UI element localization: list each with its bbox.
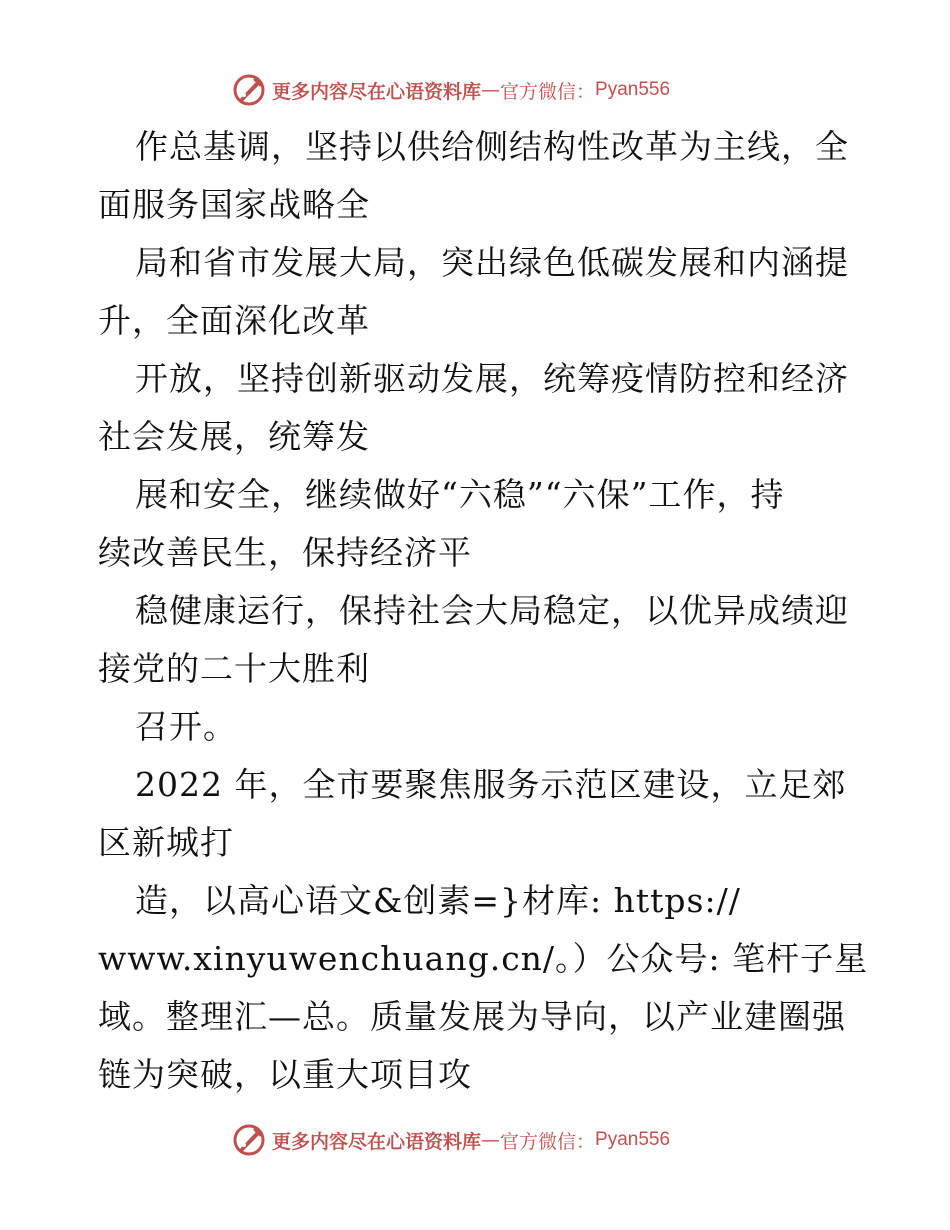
text-line: 升，全面深化改革 [98,301,370,340]
text-line: www.xinyuwenchuang.cn/。）公众号: 笔杆子星 [98,939,869,978]
quill-logo-icon [232,1123,266,1157]
footer-official-label: 官方微信： [500,1130,596,1153]
text-line: 面服务国家战略全 [98,185,370,224]
header-brand-text: 更多内容尽在心语资料库 [272,80,482,103]
footer-account-id: Pyan556 [595,1129,671,1150]
text-line: 社会发展，统筹发 [98,417,370,456]
text-line: 开放，坚持创新驱动发展，统筹疫情防控和经济 [135,359,849,398]
text-line: 链为突破，以重大项目攻 [98,1055,472,1094]
text-line: 展和安全，继续做好“六稳”“六保”工作，持 [135,475,785,514]
text-line: 续改善民生，保持经济平 [98,533,472,572]
footer-watermark-banner [232,1122,670,1158]
header-watermark-banner [232,72,670,108]
text-line: 2022 年，全市要聚焦服务示范区建设，立足郊 [135,765,847,804]
footer-separator: — [481,1129,501,1151]
header-official-label: 官方微信： [500,80,596,103]
header-account-id: Pyan556 [595,79,671,100]
document-body [98,118,869,1104]
text-line: 稳健康运行，保持社会大局稳定，以优异成绩迎 [135,591,849,630]
text-line: 接党的二十大胜利 [98,649,370,688]
header-separator: — [481,79,501,101]
text-line: 区新城打 [98,823,234,862]
quill-logo-icon [232,73,266,107]
text-line: 召开。 [135,707,237,746]
text-line: 作总基调，坚持以供给侧结构性改革为主线，全 [135,127,849,166]
text-line: 局和省市发展大局，突出绿色低碳发展和内涵提 [135,243,849,282]
text-line: 造，以高心语文&创素=}材库: https:// [135,881,741,920]
text-line: 域。整理汇—总。质量发展为导向，以产业建圈强 [98,997,846,1036]
footer-brand-text: 更多内容尽在心语资料库 [272,1130,482,1153]
